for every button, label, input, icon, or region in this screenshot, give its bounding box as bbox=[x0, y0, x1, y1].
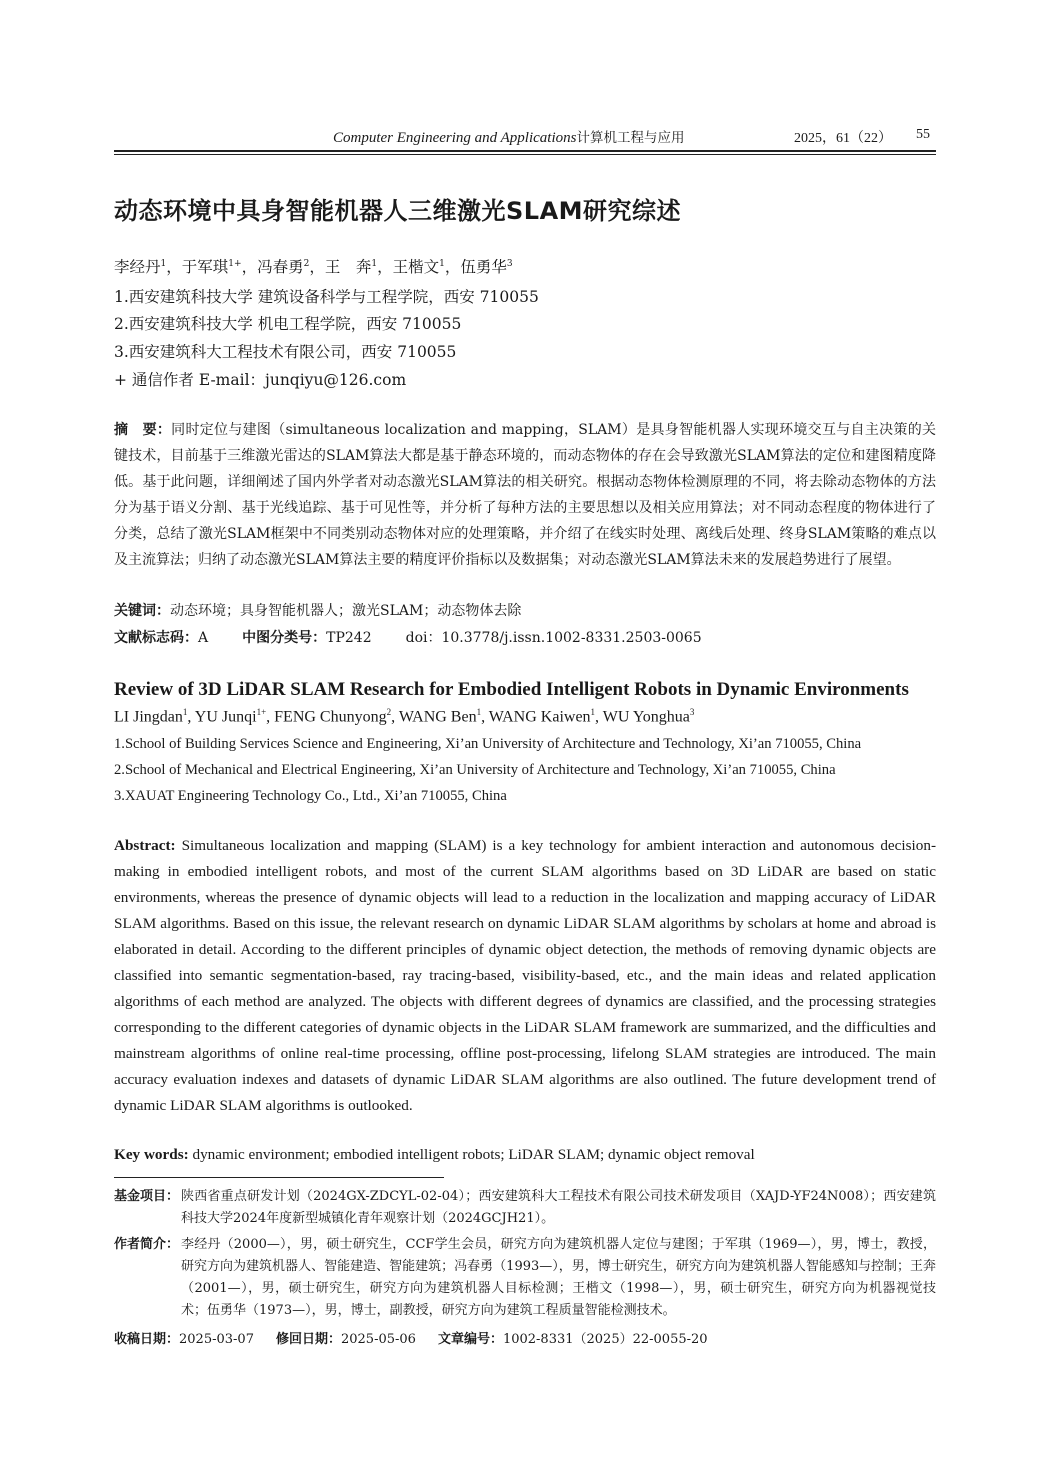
author-sup: 1 bbox=[590, 707, 596, 717]
author-sup: 3 bbox=[689, 707, 695, 717]
affiliation-en-1: 1.School of Building Services Science and Engineering, Xi’an University of Architecture and Technology, Xi’an 710055, China bbox=[114, 736, 862, 752]
abstract-cn-label: 摘 要： bbox=[114, 422, 172, 438]
abstract-en bbox=[114, 833, 936, 1119]
affiliation-cn-2: 2.西安建筑科技大学 机电工程学院，西安 710055 bbox=[114, 315, 462, 333]
abstract-en-text: Simultaneous localization and mapping (SLAM) is a key technology for ambient interaction and autonomous decision-making in embodied intelligent robots, and most of the current SLAM algorithms based on 3D LiDAR are based on static environments, whereas the presence of dynamic objects will lead to a reduction in the localization and mapping accuracy of LiDAR SLAM algorithms. Based on this issue, the relevant research on dynamic LiDAR SLAM algorithms by scholars at home and abroad is elaborated in detail. According to the different principles of dynamic object detection, the methods of removing dynamic objects are classified into semantic segmentation-based, ray tracing-based, visibility-based, etc., and the main ideas and related application algorithms of each method are analyzed. The objects with different degrees of dynamics are classified, and the processing strategies corresponding to the different categories of dynamic objects in the LiDAR SLAM framework are summarized, and the difficulties and mainstream algorithms of online real-time processing, offline post-processing, lifelong SLAM strategies are introduced. The main accuracy evaluation indexes and datasets of dynamic LiDAR SLAM algorithms are also outlined. The future development trend of dynamic LiDAR SLAM algorithms is outlooked. bbox=[114, 837, 937, 1114]
author-en: WANG Kaiwen bbox=[488, 708, 591, 726]
author-sup: 1 bbox=[476, 707, 482, 717]
classification-line bbox=[114, 627, 702, 647]
author-en: YU Junqi bbox=[194, 708, 257, 726]
keywords-cn-text: 动态环境；具身智能机器人；激光SLAM；动态物体去除 bbox=[170, 603, 522, 619]
affiliation-cn-3: 3.西安建筑科大工程技术有限公司，西安 710055 bbox=[114, 343, 457, 361]
title-en: Review of 3D LiDAR SLAM Research for Embodied Intelligent Robots in Dynamic Environments bbox=[114, 679, 909, 700]
author-en: WU Yonghua bbox=[602, 708, 690, 726]
bio-label: 作者简介： bbox=[114, 1237, 180, 1252]
header-rule-thick bbox=[114, 150, 936, 152]
header-rule-thin bbox=[114, 154, 936, 155]
volume-issue: 2025，61（22） bbox=[794, 131, 892, 146]
bio-text: 李经丹（2000—），男，硕士研究生，CCF学生会员，研究方向为建筑机器人定位与建图；于军琪（1969—），男，博士，教授，研究方向为建筑机器人、智能建造、智能建筑；冯春勇（1993—），男，博士研究生，研究方向为建筑机器人智能感知与控制；王奔（2001—），男，硕士研究生，研究方向为建筑机器人目标检测；王楷文（1998—），男，硕士研究生，研究方向为机器视觉技术；伍勇华（1973—），男，博士，副教授，研究方向为建筑工程质量智能检测技术。 bbox=[181, 1237, 936, 1318]
author-sup: 1+ bbox=[228, 258, 242, 269]
author-sup: 1 bbox=[160, 258, 167, 269]
author-sup: 1 bbox=[182, 707, 188, 717]
running-header bbox=[114, 126, 936, 146]
abstract-en-label: Abstract: bbox=[114, 837, 176, 854]
keywords-en bbox=[114, 1146, 755, 1164]
keywords-cn-label: 关键词： bbox=[114, 603, 170, 619]
author-cn: 王 奔 bbox=[324, 258, 372, 276]
keywords-en-text: dynamic environment; embodied intelligent robots; LiDAR SLAM; dynamic object removal bbox=[192, 1146, 755, 1163]
author-sup: 1+ bbox=[256, 707, 267, 717]
affiliation-en-3: 3.XAUAT Engineering Technology Co., Ltd., Xi’an 710055, China bbox=[114, 788, 507, 804]
journal-name-en: Computer Engineering and Applications bbox=[333, 130, 577, 146]
author-en: FENG Chunyong bbox=[274, 708, 387, 726]
dates-line bbox=[114, 1328, 708, 1347]
authors-cn: 李经丹$^1$，于军琪$^{1+}$，冯春勇$^2$，王 奔$^1$，王楷文$^1$，伍勇华$^3$ bbox=[114, 258, 513, 276]
author-cn: 王楷文 bbox=[392, 258, 440, 276]
revised-date: 2025-05-06 bbox=[340, 1332, 416, 1347]
article-number: 1002-8331（2025）22-0055-20 bbox=[502, 1332, 708, 1347]
abstract-cn bbox=[114, 417, 936, 573]
page-number: 55 bbox=[916, 127, 930, 142]
affiliation-en-2: 2.School of Mechanical and Electrical Engineering, Xi’an University of Architecture and Technology, Xi’an 710055, China bbox=[114, 762, 836, 778]
clc-label: 中图分类号： bbox=[242, 630, 327, 646]
title-cn: 动态环境中具身智能机器人三维激光SLAM研究综述 bbox=[114, 197, 682, 225]
author-en: WANG Ben bbox=[398, 708, 477, 726]
author-sup: 3 bbox=[506, 258, 513, 269]
author-cn: 于军琪 bbox=[181, 258, 229, 276]
author-cn: 李经丹 bbox=[114, 258, 161, 276]
doc-code: A bbox=[198, 630, 209, 646]
author-bio-footnote bbox=[114, 1234, 936, 1322]
article-no-label: 文章编号： bbox=[437, 1332, 503, 1347]
doi: doi：10.3778/j.issn.1002-8331.2503-0065 bbox=[405, 630, 702, 646]
received-label: 收稿日期： bbox=[114, 1332, 180, 1347]
clc-code: TP242 bbox=[326, 630, 372, 646]
author-cn: 伍勇华 bbox=[460, 258, 507, 276]
fund-text: 陕西省重点研发计划（2024GX-ZDCYL-02-04）；西安建筑科大工程技术有限公司技术研发项目（XAJD-YF24N008）；西安建筑科技大学2024年度新型城镇化青年观察计划（2024GCJH21）。 bbox=[181, 1189, 936, 1226]
journal-name bbox=[333, 126, 684, 147]
author-sup: 1 bbox=[371, 258, 378, 269]
fund-footnote bbox=[114, 1186, 936, 1230]
doc-code-label: 文献标志码： bbox=[114, 630, 198, 646]
author-sup: 2 bbox=[303, 258, 310, 269]
abstract-cn-text: 同时定位与建图（simultaneous localization and mapping，SLAM）是具身智能机器人实现环境交互与自主决策的关键技术，目前基于三维激光雷达的SLAM算法大都是基于静态环境的，而动态物体的存在会导致激光SLAM算法的定位和建图精度降低。基于此问题，详细阐述了国内外学者对动态激光SLAM算法的相关研究。根据动态物体检测原理的不同，将去除动态物体的方法分为基于语义分割、基于光线追踪、基于可见性等，并分析了每种方法的主要思想以及相关应用算法；对不同动态程度的物体进行了分类，总结了激光SLAM框架中不同类别动态物体对应的处理策略，并介绍了在线实时处理、离线后处理、终身SLAM策略的难点以及主流算法；归纳了动态激光SLAM算法主要的精度评价指标以及数据集；对动态激光SLAM算法未来的发展趋势进行了展望。 bbox=[114, 422, 937, 568]
author-cn: 冯春勇 bbox=[257, 258, 304, 276]
keywords-cn bbox=[114, 600, 521, 620]
keywords-en-label: Key words: bbox=[114, 1146, 189, 1163]
author-sup: 2 bbox=[386, 707, 392, 717]
footnote-rule bbox=[114, 1177, 444, 1178]
fund-label: 基金项目： bbox=[114, 1189, 180, 1204]
corresponding-author: + 通信作者 E-mail：junqiyu@126.com bbox=[114, 371, 407, 389]
authors-en: LI Jingdan$^1$, YU Junqi$^{1+}$, FENG Chunyong$^2$, WANG Ben$^1$, WANG Kaiwen$^1$, WU Yonghua$^3$ bbox=[114, 707, 695, 726]
affiliation-cn-1: 1.西安建筑科技大学 建筑设备科学与工程学院，西安 710055 bbox=[114, 288, 539, 306]
received-date: 2025-03-07 bbox=[179, 1332, 254, 1347]
author-sup: 1 bbox=[439, 258, 445, 269]
revised-label: 修回日期： bbox=[275, 1332, 341, 1347]
author-en: LI Jingdan bbox=[114, 708, 183, 726]
journal-name-cn: 计算机工程与应用 bbox=[576, 130, 685, 146]
